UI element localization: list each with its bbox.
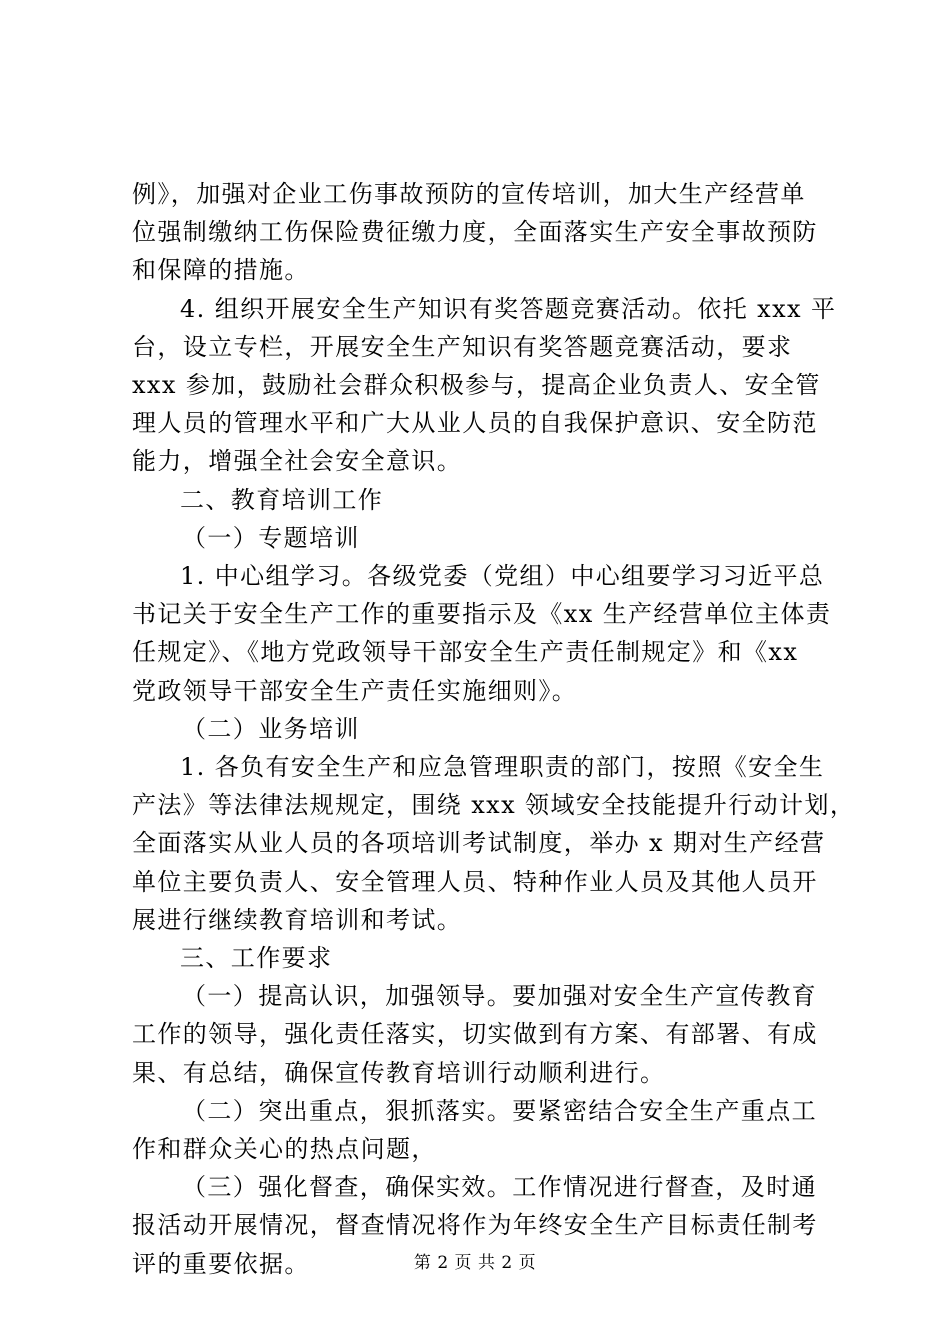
subsection-heading: （二）业务培训 xyxy=(182,714,360,743)
text-line: 理人员的管理水平和广大从业人员的自我保护意识、安全防范 xyxy=(132,409,818,438)
text-line: 党政领导干部安全生产责任实施细则》。 xyxy=(132,676,578,705)
text-line: 报活动开展情况，督查情况将作为年终安全生产目标责任制考 xyxy=(132,1211,818,1240)
section-heading: 二、教育培训工作 xyxy=(180,485,384,514)
text-line: 作和群众关心的热点问题， xyxy=(132,1135,437,1164)
text-line: 书记关于安全生产工作的重要指示及《xx 生产经营单位主体责 xyxy=(132,600,832,629)
text-line: 产法》等法律法规规定，围绕 xxx 领域安全技能提升行动计划， xyxy=(132,791,856,820)
paragraph-start-line: 4. 组织开展安全生产知识有奖答题竞赛活动。依托 xxx 平 xyxy=(180,294,837,323)
subsection-heading: （一）专题培训 xyxy=(182,523,360,552)
page-number-label: 第 2 页 共 2 页 xyxy=(413,1253,537,1273)
paragraph-start-line: 1. 中心组学习。各级党委（党组）中心组要学习习近平总 xyxy=(180,562,825,591)
text-line: 全面落实从业人员的各项培训考试制度，举办 x 期对生产经营 xyxy=(132,829,826,858)
text-line: 果、有总结，确保宣传教育培训行动顺利进行。 xyxy=(132,1058,666,1087)
text-line: xxx 参加，鼓励社会群众积极参与，提高企业负责人、安全管 xyxy=(132,371,821,400)
paragraph-start-line: （三）强化督查，确保实效。工作情况进行督查，及时通 xyxy=(182,1173,817,1202)
text-line: 位强制缴纳工伤保险费征缴力度，全面落实生产安全事故预防 xyxy=(132,218,818,247)
text-line: 任规定》、《地方党政领导干部安全生产责任制规定》和《xx xyxy=(132,638,799,667)
text-line: 工作的领导，强化责任落实，切实做到有方案、有部署、有成 xyxy=(132,1020,818,1049)
text-line: 例》，加强对企业工伤事故预防的宣传培训，加大生产经营单 xyxy=(132,180,806,208)
paragraph-start-line: （一）提高认识，加强领导。要加强对安全生产宣传教育 xyxy=(182,982,817,1011)
text-line: 评的重要依据。 xyxy=(132,1249,310,1278)
paragraph-start-line: （二）突出重点，狠抓落实。要紧密结合安全生产重点工 xyxy=(182,1096,817,1125)
paragraph-start-line: 1. 各负有安全生产和应急管理职责的部门，按照《安全生 xyxy=(180,753,825,782)
page-footer xyxy=(0,1248,950,1273)
text-line: 展进行继续教育培训和考试。 xyxy=(132,905,463,934)
text-line: 台，设立专栏，开展安全生产知识有奖答题竞赛活动，要求 xyxy=(132,332,793,361)
section-heading: 三、工作要求 xyxy=(180,944,333,973)
document-body xyxy=(132,175,856,1283)
text-line: 单位主要负责人、安全管理人员、特种作业人员及其他人员开 xyxy=(132,867,818,896)
text-line: 和保障的措施。 xyxy=(132,256,310,285)
text-line: 能力，增强全社会安全意识。 xyxy=(132,447,463,476)
